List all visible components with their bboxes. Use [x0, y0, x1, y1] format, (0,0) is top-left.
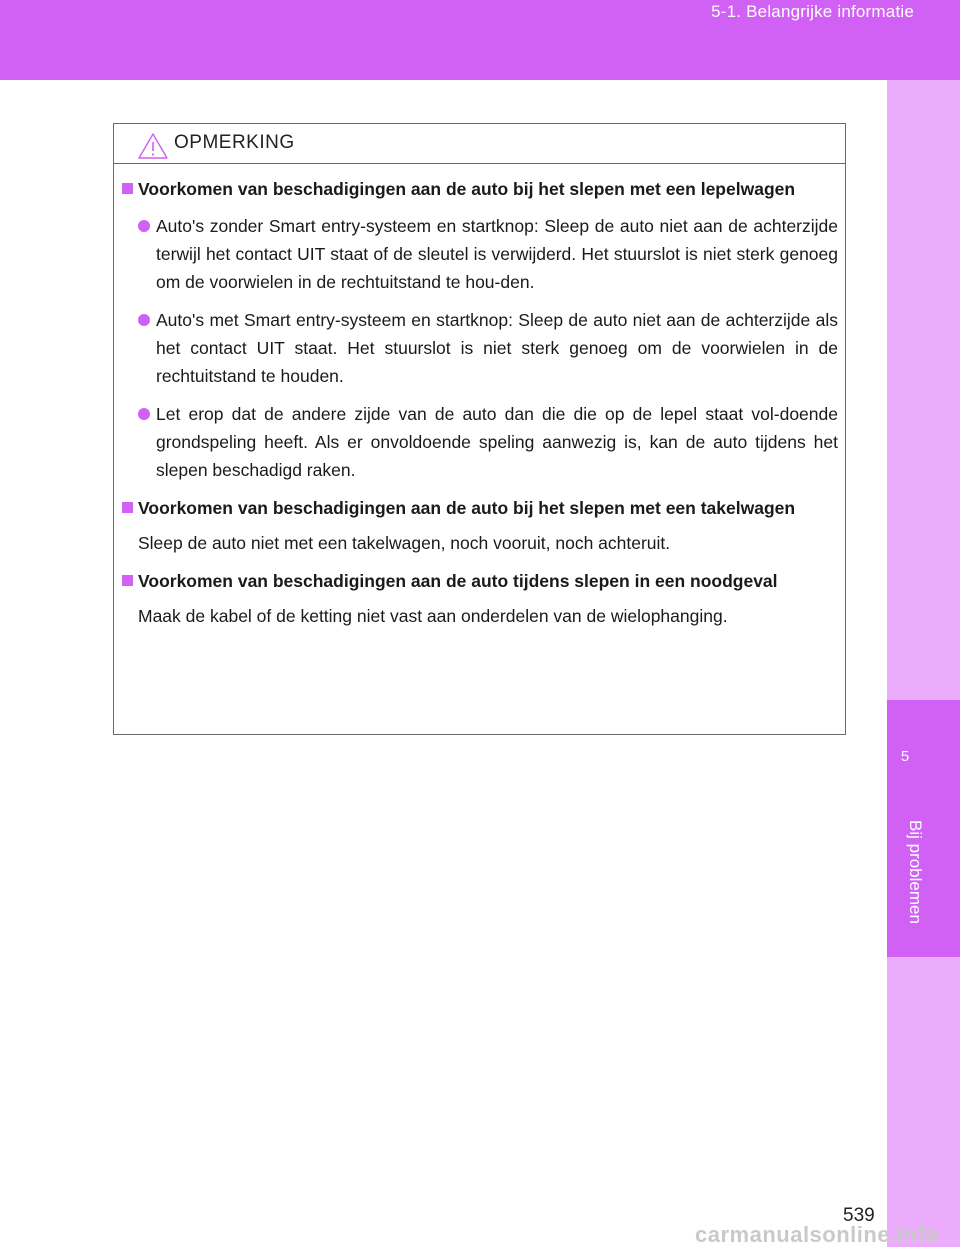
page-number: 539 [843, 1205, 875, 1226]
chapter-number: 5 [900, 748, 910, 765]
section-text: Sleep de auto niet met een takelwagen, noch vooruit, noch achteruit. [138, 533, 671, 553]
section-heading [122, 495, 838, 521]
list-item-text: Auto's zonder Smart entry-systeem en startknop: Sleep de auto niet aan de achterzijde terwijl het contact UIT staat of de sleutel is verwijderd. Het stuurslot is niet sterk genoeg om de voorwielen in de rechtuitstand te hou-den. [156, 216, 838, 292]
notice-box [113, 123, 846, 735]
chapter-side-tab [887, 80, 960, 1247]
chapter-title: Bij problemen [906, 820, 925, 924]
section-heading-text: Voorkomen van beschadigingen aan de auto bij het slepen met een lepelwagen [138, 179, 796, 199]
section-heading-text: Voorkomen van beschadigingen aan de auto tijdens slepen in een noodgeval [138, 571, 778, 591]
circle-bullet-icon [138, 314, 150, 326]
list-item-text: Let erop dat de andere zijde van de auto dan die die op de lepel staat vol-doende grondspeling heeft. Als er onvoldoende speling aanwezig is, kan de auto tijdens het slepen beschadigd raken. [156, 404, 838, 480]
list-item [122, 306, 838, 390]
list-item [122, 400, 838, 484]
section-title: 5-1. Belangrijke informatie [711, 2, 914, 21]
notice-body [122, 176, 838, 630]
notice-title: OPMERKING [174, 132, 295, 153]
section-heading [122, 568, 838, 594]
square-bullet-icon [122, 575, 133, 586]
section-text: Maak de kabel of de ketting niet vast aan onderdelen van de wielophanging. [138, 606, 728, 626]
list-item [122, 212, 838, 296]
warning-icon [138, 133, 168, 159]
section-heading-text: Voorkomen van beschadigingen aan de auto bij het slepen met een takelwagen [138, 498, 796, 518]
square-bullet-icon [122, 183, 133, 194]
square-bullet-icon [122, 502, 133, 513]
watermark: carmanualsonline.info [695, 1222, 939, 1247]
header-bar [0, 0, 960, 80]
section-heading [122, 176, 838, 202]
circle-bullet-icon [138, 220, 150, 232]
circle-bullet-icon [138, 408, 150, 420]
notice-header [114, 124, 845, 164]
list-item-text: Auto's met Smart entry-systeem en startknop: Sleep de auto niet aan de achterzijde als het contact UIT staat. Het stuurslot is niet sterk genoeg om de voorwielen in de rechtuitstand te houden. [156, 310, 838, 386]
